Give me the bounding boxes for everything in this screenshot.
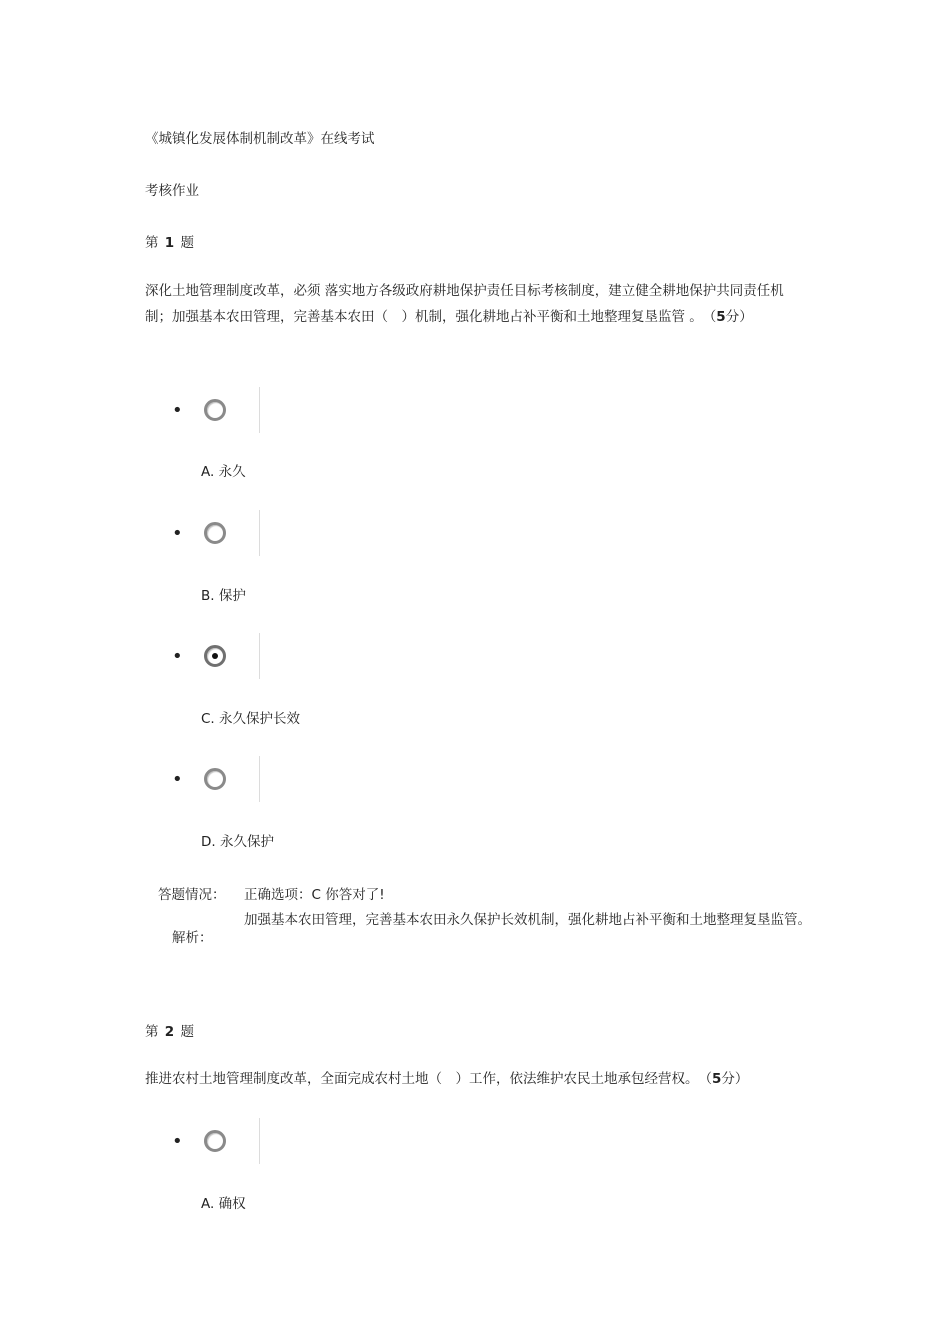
question-2-text: 推进农村土地管理制度改革，全面完成农村土地（ ）工作，依法维护农民土地承包经营权。 （5分）	[145, 1071, 749, 1087]
result-value: 正确选项：C 你答对了!	[244, 887, 385, 903]
page-title: 《城镇化发展体制机制改革》在线考试	[145, 131, 375, 147]
question-1-text: 深化土地管理制度改革，必须 落实地方各级政府耕地保护责任目标考核制度，建立健全耕地保护共同责任机制；加强基本农田管理，完善基本农田（ ）机制，强化耕地占补平衡和土地整理复垦监管 。 （5分）	[145, 283, 784, 325]
option-d-label: D. 永久保护	[201, 834, 274, 850]
divider	[259, 1118, 260, 1164]
divider	[259, 633, 260, 679]
question-2-points: 5	[712, 1071, 722, 1087]
radio-selected-dot	[212, 653, 218, 659]
option-a-radio[interactable]	[204, 399, 226, 421]
bullet: •	[172, 769, 183, 790]
divider	[259, 387, 260, 433]
option-d-radio[interactable]	[204, 768, 226, 790]
divider	[259, 756, 260, 802]
page-subtitle: 考核作业	[145, 183, 199, 199]
bullet: •	[172, 646, 183, 667]
option-b-radio[interactable]	[204, 522, 226, 544]
option-a-label: A. 永久	[201, 464, 246, 480]
analysis-label: 解析：	[172, 930, 213, 946]
question-1-number: 第 1 题	[145, 235, 194, 251]
option-c-radio[interactable]	[204, 645, 226, 667]
bullet: •	[172, 400, 183, 421]
q2-option-a-radio[interactable]	[204, 1130, 226, 1152]
option-b-label: B. 保护	[201, 588, 246, 604]
bullet: •	[172, 1131, 183, 1152]
q2-option-a-label: A. 确权	[201, 1196, 246, 1212]
result-label: 答题情况：	[158, 887, 226, 903]
bullet: •	[172, 523, 183, 544]
question-2-number: 第 2 题	[145, 1024, 194, 1040]
question-1-points: 5	[716, 309, 726, 325]
divider	[259, 510, 260, 556]
option-c-label: C. 永久保护长效	[201, 711, 301, 727]
analysis-text: 加强基本农田管理，完善基本农田永久保护长效机制，强化耕地占补平衡和土地整理复垦监管。	[244, 912, 811, 928]
